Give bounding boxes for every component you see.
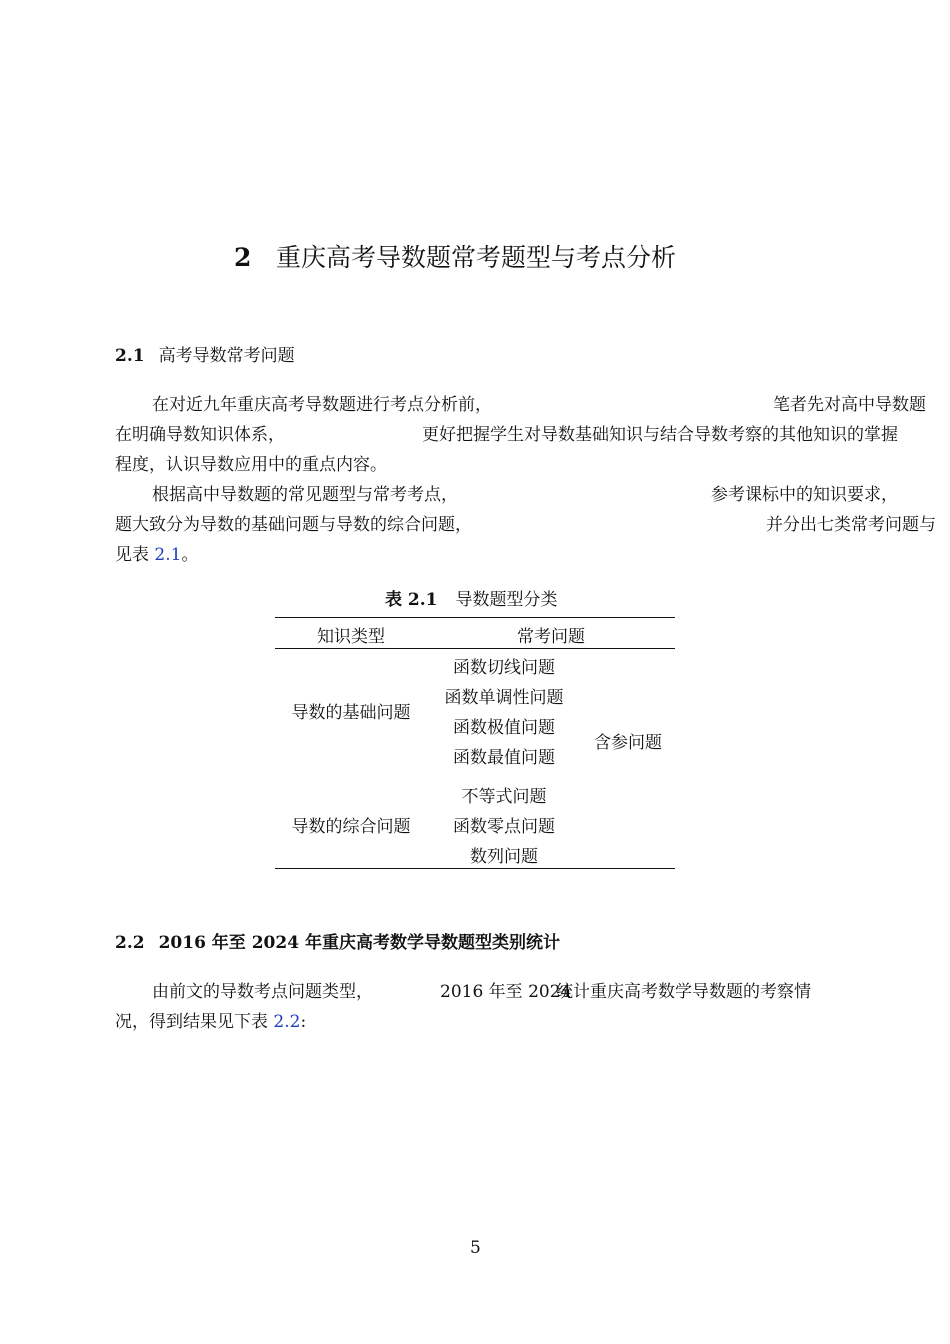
paragraph-line: 在明确导数知识体系，	[115, 425, 285, 445]
table-header-cell: 常考问题	[517, 627, 585, 647]
chapter-number: 2	[234, 243, 252, 272]
paragraph-line: 并分出七类常考问题与	[766, 515, 936, 535]
chapter-title	[234, 238, 676, 274]
section-heading-2-1	[115, 341, 295, 366]
section-title-text: 2016 年至 2024 年重庆高考数学导数题型类别统计	[158, 933, 560, 953]
chapter-title-text: 重庆高考导数题常考题型与考点分析	[276, 243, 677, 272]
table-header-rule	[275, 648, 675, 649]
table-caption-number: 表 2.1	[385, 590, 438, 610]
section-heading-2-2	[115, 928, 560, 953]
paragraph-line: 参考课标中的知识要求，	[711, 485, 898, 505]
table-cell: 函数零点问题	[453, 817, 555, 837]
paragraph-line: 笔者先对高中导数题	[773, 395, 926, 415]
paragraph-line: 程度，认识导数应用中的重点内容。	[115, 455, 387, 475]
paragraph-line: 在对近九年重庆高考导数题进行考点分析前，	[152, 395, 492, 415]
table-group-label: 导数的综合问题	[291, 817, 411, 837]
paragraph-line: 2016 年至 2024	[440, 982, 572, 1002]
table-reference-link[interactable]: 2.1	[154, 545, 182, 565]
table-top-rule	[275, 617, 675, 618]
section-number: 2.2	[115, 933, 145, 953]
table-cell: 数列问题	[470, 847, 538, 867]
paragraph-text: 况，得到结果见下表	[115, 1012, 274, 1032]
paragraph-text: 。	[181, 545, 199, 565]
table-caption-title: 导数题型分类	[455, 590, 558, 610]
paragraph-line: 根据高中导数题的常见题型与常考考点，	[152, 485, 458, 505]
page-number: 5	[470, 1238, 481, 1258]
table-cell: 函数最值问题	[453, 748, 555, 768]
section-number: 2.1	[115, 346, 145, 366]
paragraph-text: :	[300, 1012, 307, 1032]
paragraph-text: 见表	[115, 545, 155, 565]
paragraph-line: 由前文的导数考点问题类型，	[152, 982, 373, 1002]
paragraph-line: 更好把握学生对导数基础知识与结合导数考察的其他知识的掌握	[422, 425, 898, 445]
paragraph-line	[115, 1007, 306, 1032]
table-group-label: 导数的基础问题	[291, 703, 411, 723]
table-reference-link[interactable]: 2.2	[273, 1012, 301, 1032]
table-cell: 函数单调性问题	[444, 688, 564, 708]
table-shared-cell: 含参问题	[594, 733, 662, 753]
paragraph-line	[115, 540, 198, 565]
table-cell: 函数极值问题	[453, 718, 555, 738]
section-title-text: 高考导数常考问题	[158, 346, 295, 366]
table-caption	[385, 585, 558, 610]
table-bottom-rule	[275, 868, 675, 869]
table-cell: 函数切线问题	[453, 658, 555, 678]
table-header-cell: 知识类型	[317, 627, 385, 647]
table-cell: 不等式问题	[461, 787, 547, 807]
paragraph-line: 统计重庆高考数学导数题的考察情	[556, 982, 811, 1002]
paragraph-line: 题大致分为导数的基础问题与导数的综合问题，	[115, 515, 472, 535]
